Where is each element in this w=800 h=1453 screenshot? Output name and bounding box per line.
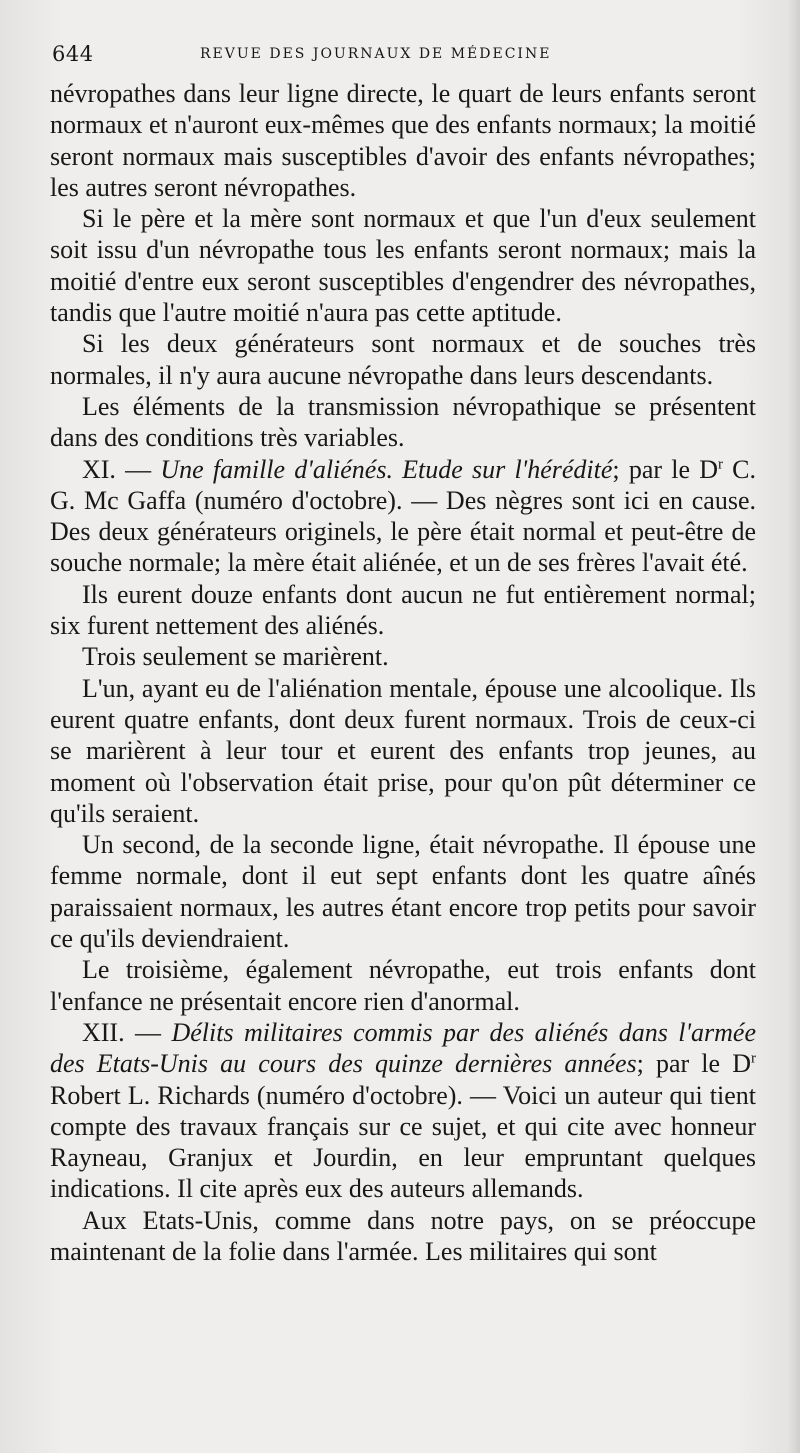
section-xi-text: C. G. Mc Gaffa (numéro d'octobre). — Des nègres sont ici en cause. Des deux générateurs originels, le père était normal et peut-être de souche normale; la mère était aliénée, et un de ses frères l'avait été. — [50, 454, 757, 578]
page-number: 644 — [52, 42, 94, 66]
section-xi-superscript: r — [717, 455, 723, 472]
paragraph-three-married: Trois seulement se marièrent. — [82, 642, 389, 672]
section-xii-text: Robert L. Richards (numéro d'octobre). — Voici un auteur qui tient compte des travaux français sur ce sujet, et qui cite avec honneur Rayneau, Granjux et Jourdin, en leur empruntant quelques indications. Il cite après eux des auteurs allemands. — [50, 1080, 756, 1204]
paragraph-continuation: névropathes dans leur ligne directe, le quart de leurs enfants seront normaux et n'auront eux-mêmes que des enfants normaux; la moitié seront normaux mais susceptibles d'avoir des enfants névropathes; les autres seront névropathes. — [50, 79, 756, 202]
section-xi-title: Une famille d'aliénés. Etude sur l'hérédité — [160, 454, 613, 484]
paragraph-normal-generators: Si les deux générateurs sont normaux et de souches très normales, il n'y aura aucune névropathe dans leurs descendants. — [50, 329, 756, 390]
journal-title: REVUE DES JOURNAUX DE MÉDECINE — [200, 46, 552, 62]
section-xi-paragraph — [50, 454, 756, 579]
section-xi-author-prefix: ; par le D — [612, 454, 718, 484]
paragraph-first-child: L'un, ayant eu de l'aliénation mentale, épouse une alcoolique. Ils eurent quatre enfants, dont deux furent normaux. Trois de ceux-ci se marièrent à leur tour et eurent des enfants trop jeunes, au moment où l'observation était prise, pour qu'on pût déterminer ce qu'ils seraient. — [50, 673, 756, 828]
running-head — [50, 36, 756, 76]
section-xii-author-prefix: ; par le D — [636, 1049, 751, 1079]
page-edge-shadow — [788, 0, 800, 1453]
paragraph-heredity-father-mother: Si le père et la mère sont normaux et que l'un d'eux seulement soit issu d'un névropathe tous les enfants seront normaux; mais la moitié d'entre eux seront susceptibles d'engendrer des névropathes, tandis que l'autre moitié n'aura pas cette aptitude. — [50, 204, 756, 328]
paragraph-twelve-children: Ils eurent douze enfants dont aucun ne fut entièrement normal; six furent nettement des aliénés. — [50, 579, 756, 641]
paragraph-third-child: Le troisième, également névropathe, eut trois enfants dont l'enfance ne présentait encore rien d'anormal. — [50, 955, 756, 1016]
paragraph-united-states-army: Aux Etats-Unis, comme dans notre pays, on se préoccupe maintenant de la folie dans l'armée. Les militaires qui sont — [50, 1205, 756, 1266]
section-xi-dash: — — [125, 454, 152, 484]
paragraph-second-child: Un second, de la seconde ligne, était névropathe. Il épouse une femme normale, dont il eut sept enfants dont les quatre aînés paraissaient normaux, les autres étant encore trop petits pour savoir ce qu'ils deviendraient. — [50, 830, 756, 954]
section-xi-number: XI. — [82, 454, 116, 484]
section-xii-superscript: r — [751, 1050, 756, 1067]
section-xii-number: XII. — [82, 1017, 125, 1047]
paragraph-transmission-elements: Les éléments de la transmission névropathique se présentent dans des conditions très variables. — [50, 391, 756, 453]
article-body — [50, 78, 756, 1267]
section-xii-dash: — — [135, 1017, 162, 1047]
section-xii-paragraph — [50, 1017, 756, 1205]
section-xii-title: Délits militaires commis par des aliénés dans l'armée des Etats-Unis au cours des quinze dernières années — [50, 1017, 757, 1079]
